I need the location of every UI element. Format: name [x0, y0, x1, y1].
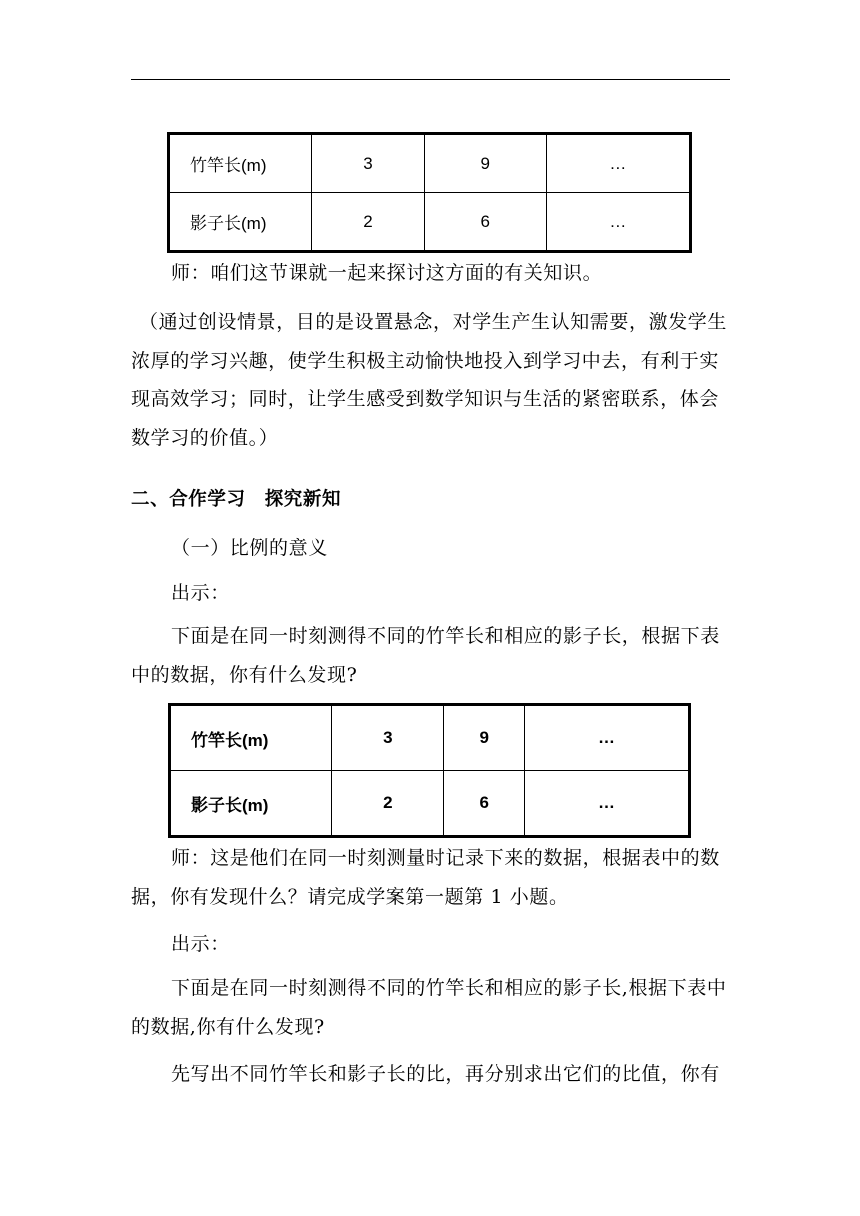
show-label: 出示： — [171, 582, 230, 604]
paragraph-teacher-task: 师：这是他们在同一时刻测量时记录下来的数据，根据表中的数据，你有发现什么？请完成学案第一题第 1 小题。 — [131, 847, 720, 908]
question-paragraph: 下面是在同一时刻测得不同的竹竿长和相应的影子长，根据下表中的数据，你有什么发现? — [131, 625, 720, 686]
table-cell: 6 — [444, 771, 525, 837]
paragraph-design-note: （通过创设情景，目的是设置悬念，对学生产生认知需要，激发学生浓厚的学习兴趣，使学生积极主动愉快地投入到学习中去，有利于实现高效学习；同时，让学生感受到数学知识与生活的紧密联系，体会数学习的价值。） — [131, 311, 728, 449]
show-label: 出示： — [171, 933, 230, 955]
table-cell: 3 — [332, 705, 444, 771]
table-cell: 9 — [424, 134, 546, 193]
question-paragraph: 下面是在同一时刻测得不同的竹竿长和相应的影子长,根据下表中的数据,你有什么发现? — [131, 977, 727, 1038]
table-cell: 6 — [424, 193, 546, 252]
instruction-paragraph: 先写出不同竹竿长和影子长的比，再分别求出它们的比值，你有 — [171, 1063, 720, 1085]
data-table-2 — [168, 703, 691, 838]
table-row — [169, 193, 691, 252]
table-cell: 3 — [312, 134, 424, 193]
table-cell: 9 — [444, 705, 525, 771]
table-row — [169, 134, 691, 193]
row-label: 竹竿长(m) — [169, 134, 312, 193]
row-label: 影子长(m) — [170, 771, 332, 837]
table-cell: 2 — [332, 771, 444, 837]
paragraph-teacher-intro: 师：咱们这节课就一起来探讨这方面的有关知识。 — [171, 262, 603, 284]
table-cell: … — [524, 705, 689, 771]
table-row — [170, 705, 690, 771]
subsection-title: （一）比例的意义 — [171, 537, 328, 559]
table-cell: … — [546, 193, 690, 252]
table-cell: … — [524, 771, 689, 837]
data-table-1 — [167, 132, 692, 253]
row-label: 影子长(m) — [169, 193, 312, 252]
table-cell: … — [546, 134, 690, 193]
header-rule — [131, 79, 730, 80]
table-cell: 2 — [312, 193, 424, 252]
table-row — [170, 771, 690, 837]
section-heading: 二、合作学习 探究新知 — [131, 489, 342, 510]
row-label: 竹竿长(m) — [170, 705, 332, 771]
